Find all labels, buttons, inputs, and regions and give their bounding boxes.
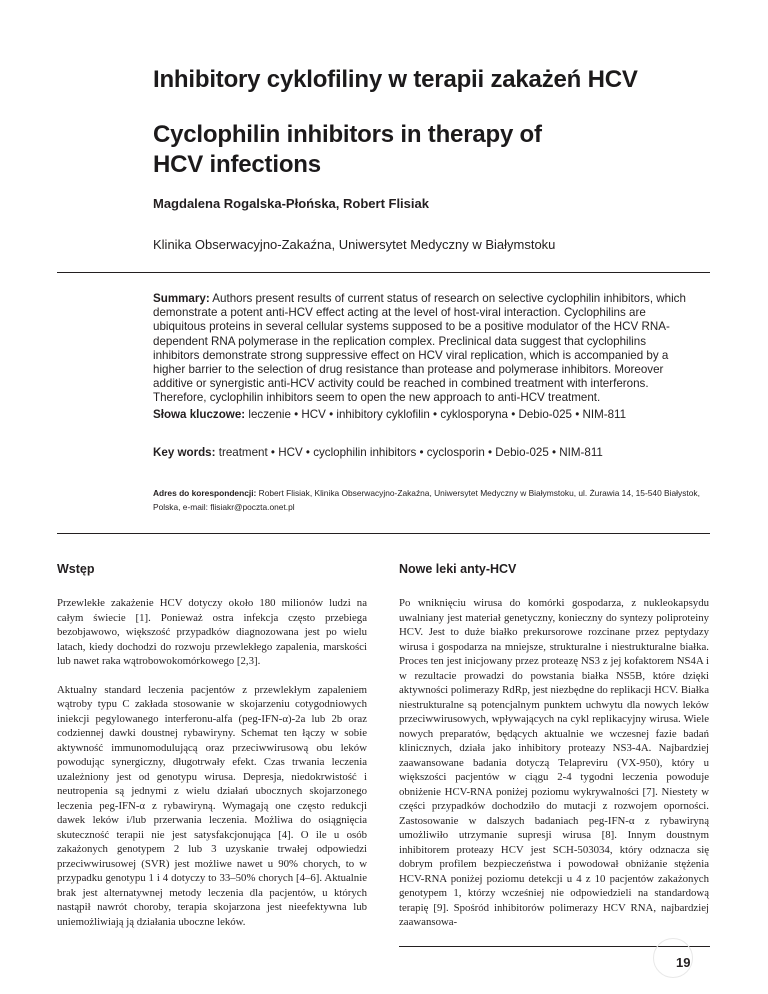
right-column bbox=[399, 562, 709, 944]
summary-label: Summary: bbox=[153, 292, 210, 305]
correspondence-label: Adres do korespondencji: bbox=[153, 488, 257, 498]
summary-block bbox=[153, 292, 693, 406]
abstract-divider bbox=[57, 533, 710, 534]
keywords-polish bbox=[153, 408, 693, 422]
page-number: 19 bbox=[676, 955, 691, 970]
paragraph: Po wniknięciu wirusa do komórki gospodarza, z nukleokapsydu uwalniany jest materiał genetyczny, konieczny do syntezy poliproteiny HCV. Jest to duże białko prekursorowe rozcinane przez peptydazy wirusa i gospodarza na mniejsze, strukturalne i niestrukturalne białka. Proces ten jest inicjowany przez proteazę NS3 z jej kofaktorem NS4A i w rezultacie prowadzi do powstania białka NS5B, które dzięki aktywności polimerazy RdRp, jest niezbędne do replikacji HCV. Białka niestrukturalne są potencjalnym punktem uchwytu dla nowych leków przeciwwirusowych, wpływających na cykl replikacyjny wirusa. Wiele nowych preparatów, będących aktualnie we wczesnej fazie badań klinicznych, działa jako inhibitory proteazy NS3-4A. Najbardziej zaawansowane badania dotyczą Telapreviru (VX-950), który u większości pacjentów w ciągu 2-4 tygodni leczenia powoduje obniżenie HCV-RNA poniżej poziomu wykrywalności [7]. Niestety w części przypadków dochodziło do mutacji z rozwojem oporności. Zastosowanie w dalszych badaniach peg-IFN-α z rybawiryną umożliwiło utrzymanie supresji wirusa [8]. Innym doustnym inhibitorem proteazy HCV jest SCH-503034, który odznacza się dobrym profilem bezpieczeństwa i powodował obniżanie stężenia HCV-RNA poniżej poziomu detekcji u 4 z 10 pacjentów zakażonych genotypem 1, którzy wcześniej nie odpowiedzieli na standardową terapię [9]. Spośród inhibitorów polimerazy HCV RNA, najbardziej zaawansowa- bbox=[399, 597, 709, 928]
keywords-english bbox=[153, 446, 693, 460]
keywords-pl-text: leczenie • HCV • inhibitory cyklofilin • cyklosporyna • Debio-025 • NIM-811 bbox=[248, 408, 627, 421]
keywords-pl-label: Słowa kluczowe: bbox=[153, 408, 246, 421]
left-column bbox=[57, 562, 367, 943]
title-english: Cyclophilin inhibitors in therapy of HCV infections bbox=[153, 121, 542, 178]
section-heading-new-drugs: Nowe leki anty-HCV bbox=[399, 562, 517, 576]
keywords-en-label: Key words: bbox=[153, 446, 216, 459]
paragraph: Przewlekłe zakażenie HCV dotyczy około 180 milionów ludzi na całym świecie [1]. Ponieważ ostra infekcja często przebiega bezobjawowo, większość przypadków diagnozowana jest po wielu latach, kiedy dochodzi do rozwoju przewlekłego zapalenia, marskości lub nawet raka wątrobowokomórkowego [2,3]. bbox=[57, 597, 367, 667]
keywords-en-text: treatment • HCV • cyclophilin inhibitors • cyclosporin • Debio-025 • NIM-811 bbox=[218, 446, 603, 459]
header-divider bbox=[57, 272, 710, 273]
section-heading-intro: Wstęp bbox=[57, 562, 95, 576]
paragraph: Aktualny standard leczenia pacjentów z przewlekłym zapaleniem wątroby typu C zakłada stosowanie w skojarzeniu cotygodniowych iniekcji pegylowanego interferonu-alfa (peg-IFN-α)-2a lub 2b oraz codziennej dawki doustnej rybawiryny. Schemat ten łączy w sobie aktywność immunomodulującą oraz przeciwwirusową obu leków powodując synergiczny, długotrwały efekt. Czas trwania leczenia uzależniony jest od genotypu wirusa. Depresja, niedokrwistość i neutropenia są jednymi z wielu działań ubocznych skojarzonego leczenia peg-IFN-α z rybawiryną. Wymagają one często redukcji dawek leków i/lub przerwania leczenia. Możliwa do osiągnięcia skuteczność terapii nie jest satysfakcjonująca [4]. O ile u osób zakażonych genotypem 2 lub 3 uzyskanie trwałej odpowiedzi przeciwwirusowej (SVR) jest możliwe nawet u 90% chorych, to w przypadku genotypu 1 i 4 dotyczy to 33–50% chorych [4–6]. Aktualnie brak jest alternatywnej metody leczenia dla pacjentów, u których nastąpił nawrót choroby, terapia skojarzona jest nieefektywna lub uniemożliwiają ją działania uboczne leków. bbox=[57, 683, 367, 928]
summary-text: Authors present results of current status of research on selective cyclophilin inhibitors, which demonstrate a potent anti-HCV effect acting at the level of host-viral interaction. Cyclophilins are ubiquitous proteins in several cellular systems supposed to be a positive modulator of the HCV RNA-dependent RNA polymerase in the replication complex. Preclinical data suggest that cyclophilins inhibitors demonstrate strong suppressive effect on HCV viral replication, which is accompanied by a higher barrier to the selection of drug resistance than protease and polymerase inhibitors. Moreover additive or synergistic anti-HCV activity could be reached in combined treatment with interferons. Therefore, cyclophilin inhibitors seem to open the new approach to anti-HCV treatment. bbox=[153, 292, 686, 405]
correspondence-text: Robert Flisiak, Klinika Obserwacyjno-Zakaźna, Uniwersytet Medyczny w Białymstoku, ul. Żurawia 14, 15-540 Białystok, Polska, e-mail: flisiakr@poczta.onet.pl bbox=[153, 488, 700, 512]
authors: Magdalena Rogalska-Płońska, Robert Flisiak bbox=[153, 196, 429, 211]
correspondence bbox=[153, 486, 703, 514]
affiliation: Klinika Obserwacyjno-Zakaźna, Uniwersytet Medyczny w Białymstoku bbox=[153, 237, 556, 252]
title-polish: Inhibitory cyklofiliny w terapii zakażeń HCV bbox=[153, 66, 638, 93]
